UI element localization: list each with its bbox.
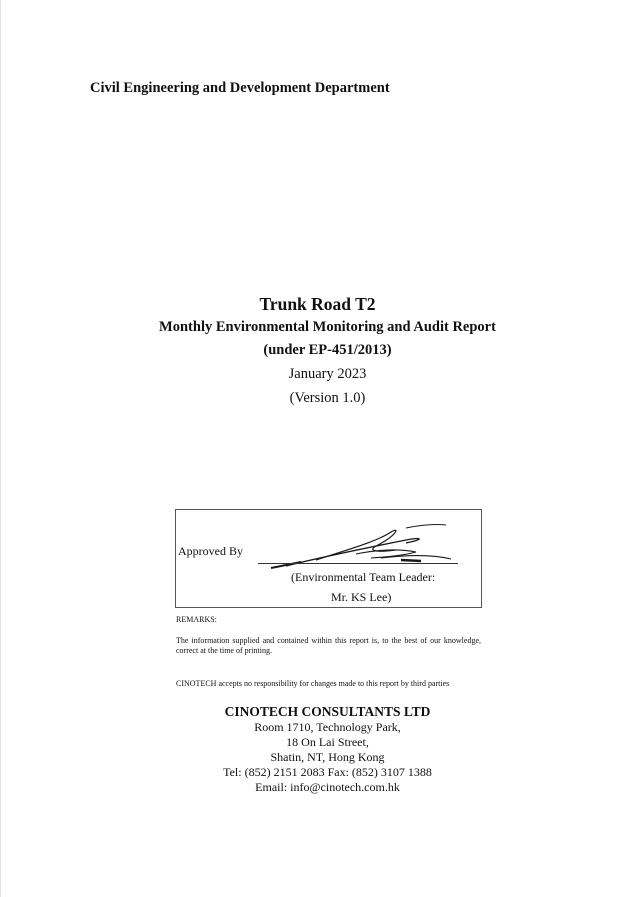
company-address-line-1: Room 1710, Technology Park, <box>254 720 401 734</box>
report-subtitle: Monthly Environmental Monitoring and Audit Report <box>159 319 496 335</box>
remarks-info-text: The information supplied and contained within this report is, to the best of our knowledge, correct at the time of printing. <box>176 636 481 655</box>
approval-box <box>175 509 482 608</box>
signature-line <box>258 563 458 564</box>
company-block <box>0 704 635 795</box>
approver-name: Mr. KS Lee) <box>331 590 392 604</box>
signature-image <box>256 522 466 572</box>
company-name: CINOTECH CONSULTANTS LTD <box>224 704 431 719</box>
approved-by-label: Approved By <box>178 544 243 558</box>
department-name: Civil Engineering and Development Department <box>90 80 390 96</box>
company-email: Email: info@cinotech.com.hk <box>255 780 400 794</box>
report-period: January 2023 <box>288 366 367 382</box>
report-title-block <box>0 292 635 410</box>
company-contact-phone-fax: Tel: (852) 2151 2083 Fax: (852) 3107 1388 <box>223 765 432 779</box>
report-title: Trunk Road T2 <box>259 294 376 314</box>
company-address-line-2: 18 On Lai Street, <box>286 735 369 749</box>
company-address-line-3: Shatin, NT, Hong Kong <box>270 750 385 764</box>
report-version: (Version 1.0) <box>289 390 366 406</box>
permit-reference: (under EP-451/2013) <box>263 342 392 358</box>
remarks-heading: REMARKS: <box>176 615 217 624</box>
remarks-responsibility-text: CINOTECH accepts no responsibility for changes made to this report by third parties <box>176 679 450 688</box>
approver-role: (Environmental Team Leader: <box>291 570 436 584</box>
